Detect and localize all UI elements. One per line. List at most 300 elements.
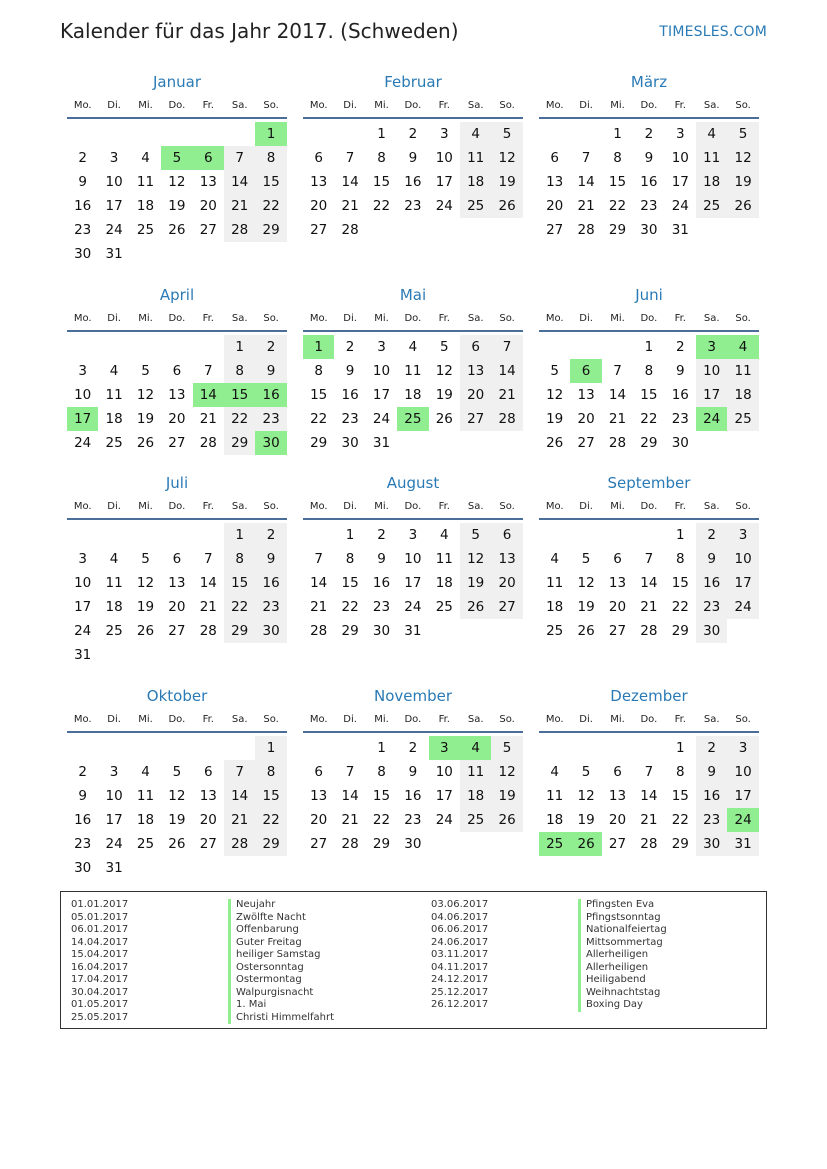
weekday-header: So. <box>263 313 279 324</box>
day-cell: 18 <box>105 599 123 615</box>
weekday-header: So. <box>735 714 751 725</box>
month-name: Juli <box>165 474 189 492</box>
day-cell: 14 <box>577 174 595 190</box>
day-cell: 1 <box>224 523 255 547</box>
day-cell: 10 <box>105 174 123 190</box>
day-cell: 11 <box>460 146 491 170</box>
weekday-header: Mi. <box>374 100 389 111</box>
day-cell: 2 <box>696 736 727 760</box>
day-cell: 25 <box>460 808 491 832</box>
month-name: November <box>373 687 453 705</box>
day-cell: 9 <box>255 547 286 571</box>
day-cell: 21 <box>224 808 255 832</box>
day-cell: 10 <box>404 551 422 567</box>
weekday-header: Fr. <box>438 313 450 324</box>
day-cell: 12 <box>491 146 522 170</box>
weekday-header: Mi. <box>610 100 625 111</box>
weekday-header: So. <box>735 313 751 324</box>
weekday-header: Sa. <box>231 100 248 111</box>
day-cell: 1 <box>675 740 685 756</box>
day-cell: 13 <box>310 174 328 190</box>
day-cell: 5 <box>460 523 491 547</box>
holiday-name: Allerheiligen <box>586 949 649 960</box>
day-cell: 12 <box>136 575 155 591</box>
day-cell: 14 <box>608 387 627 403</box>
day-cell: 23 <box>74 836 92 852</box>
day-cell: 26 <box>727 194 758 218</box>
weekday-header: Mo. <box>545 100 564 111</box>
day-cell: 2 <box>408 740 418 756</box>
day-cell: 28 <box>199 623 217 639</box>
weekday-header: So. <box>499 100 515 111</box>
day-cell: 9 <box>345 363 355 379</box>
day-cell: 28 <box>224 832 255 856</box>
weekday-header: Di. <box>107 100 121 111</box>
day-cell: 21 <box>640 599 658 615</box>
day-cell: 24 <box>74 623 92 639</box>
day-cell: 1 <box>675 527 685 543</box>
day-cell: 17 <box>696 383 727 407</box>
day-cell: 28 <box>640 836 658 852</box>
holiday-name: Pfingstsonntag <box>586 911 661 923</box>
day-cell: 4 <box>141 764 150 780</box>
weekday-header: Mo. <box>545 501 564 512</box>
day-cell: 2 <box>345 339 355 355</box>
month-4 <box>67 286 287 476</box>
day-cell: 11 <box>435 551 453 567</box>
holiday-dates-left <box>71 899 128 1024</box>
day-cell: 4 <box>696 122 727 146</box>
holiday-date: 25.12.2017 <box>431 986 489 998</box>
weekday-header: So. <box>735 501 751 512</box>
day-cell: 13 <box>168 575 186 591</box>
day-cell: 18 <box>460 784 491 808</box>
day-cell: 19 <box>546 411 564 427</box>
day-cell: 31 <box>404 623 422 639</box>
day-cell: 20 <box>460 383 491 407</box>
day-cell: 23 <box>341 411 359 427</box>
holiday-date: 05.01.2017 <box>71 911 129 923</box>
day-cell: 17 <box>435 788 453 804</box>
day-cell: 3 <box>429 736 460 760</box>
day-cell: 13 <box>577 387 595 403</box>
weekday-header: Mo. <box>73 501 92 512</box>
month-name: Oktober <box>146 687 208 705</box>
weekday-header: Do. <box>168 100 186 111</box>
holiday-date: 14.04.2017 <box>71 936 129 948</box>
day-cell: 22 <box>671 812 689 828</box>
weekday-header: Do. <box>404 100 422 111</box>
day-cell: 13 <box>491 547 522 571</box>
day-cell: 16 <box>404 788 422 804</box>
month-5 <box>303 286 523 476</box>
weekday-header: Fr. <box>202 714 214 725</box>
day-cell: 27 <box>460 407 491 431</box>
day-cell: 24 <box>727 808 758 832</box>
weekday-header: Do. <box>404 501 422 512</box>
day-cell: 1 <box>255 736 286 760</box>
day-cell: 7 <box>491 335 522 359</box>
day-cell: 11 <box>105 387 123 403</box>
month-name: Dezember <box>610 687 688 705</box>
day-cell: 14 <box>640 788 658 804</box>
month-header-rule <box>67 731 287 733</box>
day-cell: 29 <box>255 218 286 242</box>
day-cell: 18 <box>546 599 564 615</box>
month-name: Juni <box>635 286 663 304</box>
day-cell: 26 <box>136 623 155 639</box>
day-cell: 12 <box>546 387 564 403</box>
day-cell: 10 <box>105 788 123 804</box>
day-cell: 15 <box>224 571 255 595</box>
day-cell: 22 <box>372 812 391 828</box>
day-cell: 11 <box>105 575 123 591</box>
weekday-header: Di. <box>343 714 357 725</box>
weekday-header: Sa. <box>231 714 248 725</box>
day-cell: 6 <box>491 523 522 547</box>
day-cell: 20 <box>310 812 328 828</box>
day-cell: 17 <box>372 387 391 403</box>
holiday-name: Zwölfte Nacht <box>236 911 306 923</box>
day-cell: 25 <box>397 407 428 431</box>
holiday-name: Heiligabend <box>586 974 646 985</box>
day-cell: 10 <box>696 359 727 383</box>
day-cell: 24 <box>74 435 92 451</box>
day-cell: 4 <box>460 122 491 146</box>
weekday-header: Sa. <box>467 313 484 324</box>
day-cell: 28 <box>491 407 522 431</box>
weekday-header: Mo. <box>309 714 328 725</box>
day-cell: 15 <box>341 575 359 591</box>
day-cell: 3 <box>408 527 418 543</box>
weekday-header: Fr. <box>202 100 214 111</box>
weekday-header: Sa. <box>231 313 248 324</box>
day-cell: 26 <box>491 808 522 832</box>
weekday-header: Mi. <box>138 100 153 111</box>
day-cell: 8 <box>613 150 622 166</box>
day-cell: 15 <box>671 575 689 591</box>
day-cell: 20 <box>546 198 564 214</box>
day-cell: 9 <box>255 359 286 383</box>
day-cell: 19 <box>435 387 453 403</box>
day-cell: 11 <box>136 174 155 190</box>
day-cell: 29 <box>341 623 359 639</box>
day-cell: 17 <box>727 784 758 808</box>
holiday-date: 01.01.2017 <box>71 899 129 910</box>
holiday-name: Allerheiligen <box>586 961 649 973</box>
day-cell: 28 <box>608 435 627 451</box>
weekday-header: Sa. <box>703 501 720 512</box>
weekday-header: Do. <box>168 714 186 725</box>
day-cell: 7 <box>224 760 255 784</box>
day-cell: 29 <box>310 435 328 451</box>
day-cell: 9 <box>377 551 386 567</box>
day-cell: 3 <box>675 126 685 142</box>
holiday-date: 04.11.2017 <box>431 961 489 973</box>
day-cell: 12 <box>136 387 155 403</box>
day-cell: 11 <box>546 788 564 804</box>
day-cell: 30 <box>255 431 286 455</box>
day-cell: 21 <box>199 599 217 615</box>
day-cell: 15 <box>224 383 255 407</box>
day-cell: 19 <box>727 170 758 194</box>
day-cell: 7 <box>345 764 355 780</box>
day-cell: 8 <box>675 764 685 780</box>
day-cell: 17 <box>105 198 123 214</box>
day-cell: 5 <box>141 363 150 379</box>
day-cell: 5 <box>491 122 522 146</box>
day-cell: 7 <box>613 363 622 379</box>
day-cell: 17 <box>671 174 689 190</box>
weekday-header: Fr. <box>438 714 450 725</box>
holiday-date: 03.06.2017 <box>431 899 489 910</box>
day-cell: 24 <box>404 599 422 615</box>
month-1 <box>67 73 287 263</box>
month-name: Januar <box>153 73 201 91</box>
day-cell: 16 <box>74 812 92 828</box>
day-cell: 7 <box>314 551 323 567</box>
weekday-header: Mi. <box>610 313 625 324</box>
weekday-header: Di. <box>107 501 121 512</box>
day-cell: 23 <box>696 595 727 619</box>
day-cell: 20 <box>199 812 217 828</box>
weekday-header: Di. <box>579 501 593 512</box>
day-cell: 12 <box>727 146 758 170</box>
day-cell: 26 <box>136 435 155 451</box>
day-cell: 30 <box>255 619 286 643</box>
day-cell: 14 <box>640 575 658 591</box>
month-header-rule <box>67 117 287 119</box>
day-cell: 2 <box>78 150 87 166</box>
weekday-header: Di. <box>343 501 357 512</box>
day-cell: 30 <box>341 435 359 451</box>
day-cell: 25 <box>136 836 155 852</box>
holiday-names-left <box>228 899 334 1024</box>
day-cell: 26 <box>435 411 453 427</box>
day-cell: 16 <box>74 198 92 214</box>
day-cell: 31 <box>74 647 92 663</box>
day-cell: 25 <box>696 194 727 218</box>
day-cell: 2 <box>644 126 654 142</box>
day-cell: 30 <box>640 222 658 238</box>
holiday-date: 16.04.2017 <box>71 961 129 973</box>
holiday-date: 03.11.2017 <box>431 949 489 960</box>
day-cell: 8 <box>675 551 685 567</box>
day-cell: 5 <box>439 339 449 355</box>
weekday-header: Sa. <box>467 714 484 725</box>
day-cell: 6 <box>193 146 224 170</box>
holiday-list <box>60 891 767 1029</box>
day-cell: 6 <box>172 551 182 567</box>
day-cell: 19 <box>168 198 186 214</box>
month-6 <box>539 286 759 476</box>
day-cell: 20 <box>608 599 627 615</box>
day-cell: 25 <box>546 623 564 639</box>
day-cell: 15 <box>310 387 328 403</box>
day-cell: 17 <box>404 575 422 591</box>
day-cell: 21 <box>577 198 595 214</box>
day-cell: 15 <box>255 170 286 194</box>
month-header-rule <box>67 518 287 520</box>
day-cell: 24 <box>105 222 123 238</box>
day-cell: 13 <box>460 359 491 383</box>
holiday-date: 15.04.2017 <box>71 949 129 960</box>
weekday-header: Mi. <box>374 714 389 725</box>
day-cell: 6 <box>314 764 323 780</box>
holiday-date: 24.12.2017 <box>431 974 489 985</box>
day-cell: 8 <box>255 146 286 170</box>
day-cell: 23 <box>404 812 422 828</box>
day-cell: 21 <box>491 383 522 407</box>
day-cell: 14 <box>310 575 328 591</box>
holiday-date: 30.04.2017 <box>71 986 129 998</box>
brand-logo-text[interactable]: TIMESLES.COM <box>659 24 767 40</box>
day-cell: 12 <box>460 547 491 571</box>
weekday-header: Mi. <box>138 714 153 725</box>
day-cell: 5 <box>491 736 522 760</box>
weekday-header: Do. <box>640 313 658 324</box>
day-cell: 9 <box>696 760 727 784</box>
month-2 <box>303 73 523 263</box>
month-name: Februar <box>384 73 442 91</box>
day-cell: 6 <box>613 551 622 567</box>
weekday-header: Sa. <box>703 714 720 725</box>
day-cell: 15 <box>372 174 391 190</box>
day-cell: 4 <box>408 339 418 355</box>
day-cell: 25 <box>539 832 570 856</box>
day-cell: 28 <box>310 623 328 639</box>
weekday-header: Di. <box>579 313 593 324</box>
day-cell: 6 <box>613 764 622 780</box>
day-cell: 19 <box>136 411 155 427</box>
day-cell: 3 <box>78 551 87 567</box>
day-cell: 30 <box>671 435 689 451</box>
weekday-header: Fr. <box>202 313 214 324</box>
day-cell: 24 <box>435 198 453 214</box>
day-cell: 30 <box>74 860 92 876</box>
day-cell: 11 <box>727 359 758 383</box>
day-cell: 22 <box>608 198 627 214</box>
day-cell: 17 <box>105 812 123 828</box>
weekday-header: Mo. <box>545 313 564 324</box>
day-cell: 23 <box>696 808 727 832</box>
day-cell: 1 <box>345 527 355 543</box>
holiday-date: 24.06.2017 <box>431 936 489 948</box>
day-cell: 10 <box>74 387 92 403</box>
day-cell: 22 <box>224 595 255 619</box>
weekday-header: Mi. <box>374 501 389 512</box>
day-cell: 16 <box>255 571 286 595</box>
day-cell: 29 <box>372 836 391 852</box>
day-cell: 21 <box>640 812 658 828</box>
day-cell: 27 <box>491 595 522 619</box>
day-cell: 10 <box>435 764 453 780</box>
day-cell: 29 <box>608 222 627 238</box>
day-cell: 13 <box>168 387 186 403</box>
day-cell: 27 <box>577 435 595 451</box>
day-cell: 18 <box>727 383 758 407</box>
day-cell: 20 <box>608 812 627 828</box>
month-header-rule <box>539 330 759 332</box>
holiday-date: 06.01.2017 <box>71 924 129 935</box>
weekday-header: Sa. <box>231 501 248 512</box>
month-9 <box>539 474 759 664</box>
day-cell: 2 <box>255 335 286 359</box>
weekday-header: Mi. <box>374 313 389 324</box>
day-cell: 25 <box>105 435 123 451</box>
day-cell: 10 <box>74 575 92 591</box>
day-cell: 17 <box>727 571 758 595</box>
day-cell: 9 <box>78 788 87 804</box>
day-cell: 7 <box>581 150 591 166</box>
weekday-header: Sa. <box>703 100 720 111</box>
weekday-header: Di. <box>579 714 593 725</box>
day-cell: 27 <box>199 836 217 852</box>
day-cell: 16 <box>696 784 727 808</box>
weekday-header: So. <box>499 714 515 725</box>
day-cell: 16 <box>341 387 359 403</box>
weekday-header: Mo. <box>73 714 92 725</box>
day-cell: 17 <box>435 174 453 190</box>
day-cell: 14 <box>224 170 255 194</box>
day-cell: 14 <box>193 383 224 407</box>
day-cell: 18 <box>460 170 491 194</box>
day-cell: 27 <box>310 222 328 238</box>
holiday-date: 26.12.2017 <box>431 999 489 1010</box>
day-cell: 2 <box>408 126 418 142</box>
weekday-header: Sa. <box>467 501 484 512</box>
day-cell: 26 <box>460 595 491 619</box>
weekday-header: Di. <box>107 714 121 725</box>
day-cell: 23 <box>255 595 286 619</box>
day-cell: 30 <box>372 623 391 639</box>
day-cell: 18 <box>136 198 155 214</box>
day-cell: 8 <box>255 760 286 784</box>
weekday-header: Do. <box>640 501 658 512</box>
day-cell: 22 <box>372 198 391 214</box>
weekday-header: Do. <box>404 313 422 324</box>
day-cell: 6 <box>460 335 491 359</box>
day-cell: 6 <box>172 363 182 379</box>
day-cell: 29 <box>224 619 255 643</box>
day-cell: 7 <box>644 764 654 780</box>
day-cell: 4 <box>109 551 119 567</box>
day-cell: 22 <box>671 599 689 615</box>
day-cell: 5 <box>172 764 182 780</box>
day-cell: 10 <box>727 760 758 784</box>
day-cell: 15 <box>671 788 689 804</box>
weekday-header: Fr. <box>202 501 214 512</box>
day-cell: 26 <box>491 194 522 218</box>
day-cell: 20 <box>199 198 217 214</box>
day-cell: 22 <box>255 194 286 218</box>
day-cell: 11 <box>460 760 491 784</box>
day-cell: 25 <box>136 222 155 238</box>
day-cell: 10 <box>435 150 453 166</box>
holiday-name: Weihnachtstag <box>586 986 661 998</box>
day-cell: 8 <box>314 363 323 379</box>
day-cell: 5 <box>581 551 591 567</box>
day-cell: 4 <box>550 551 559 567</box>
day-cell: 14 <box>224 784 255 808</box>
day-cell: 8 <box>377 764 386 780</box>
day-cell: 28 <box>640 623 658 639</box>
day-cell: 19 <box>491 170 522 194</box>
day-cell: 27 <box>608 623 627 639</box>
month-name: September <box>607 474 691 492</box>
day-cell: 18 <box>435 575 453 591</box>
day-cell: 8 <box>224 359 255 383</box>
